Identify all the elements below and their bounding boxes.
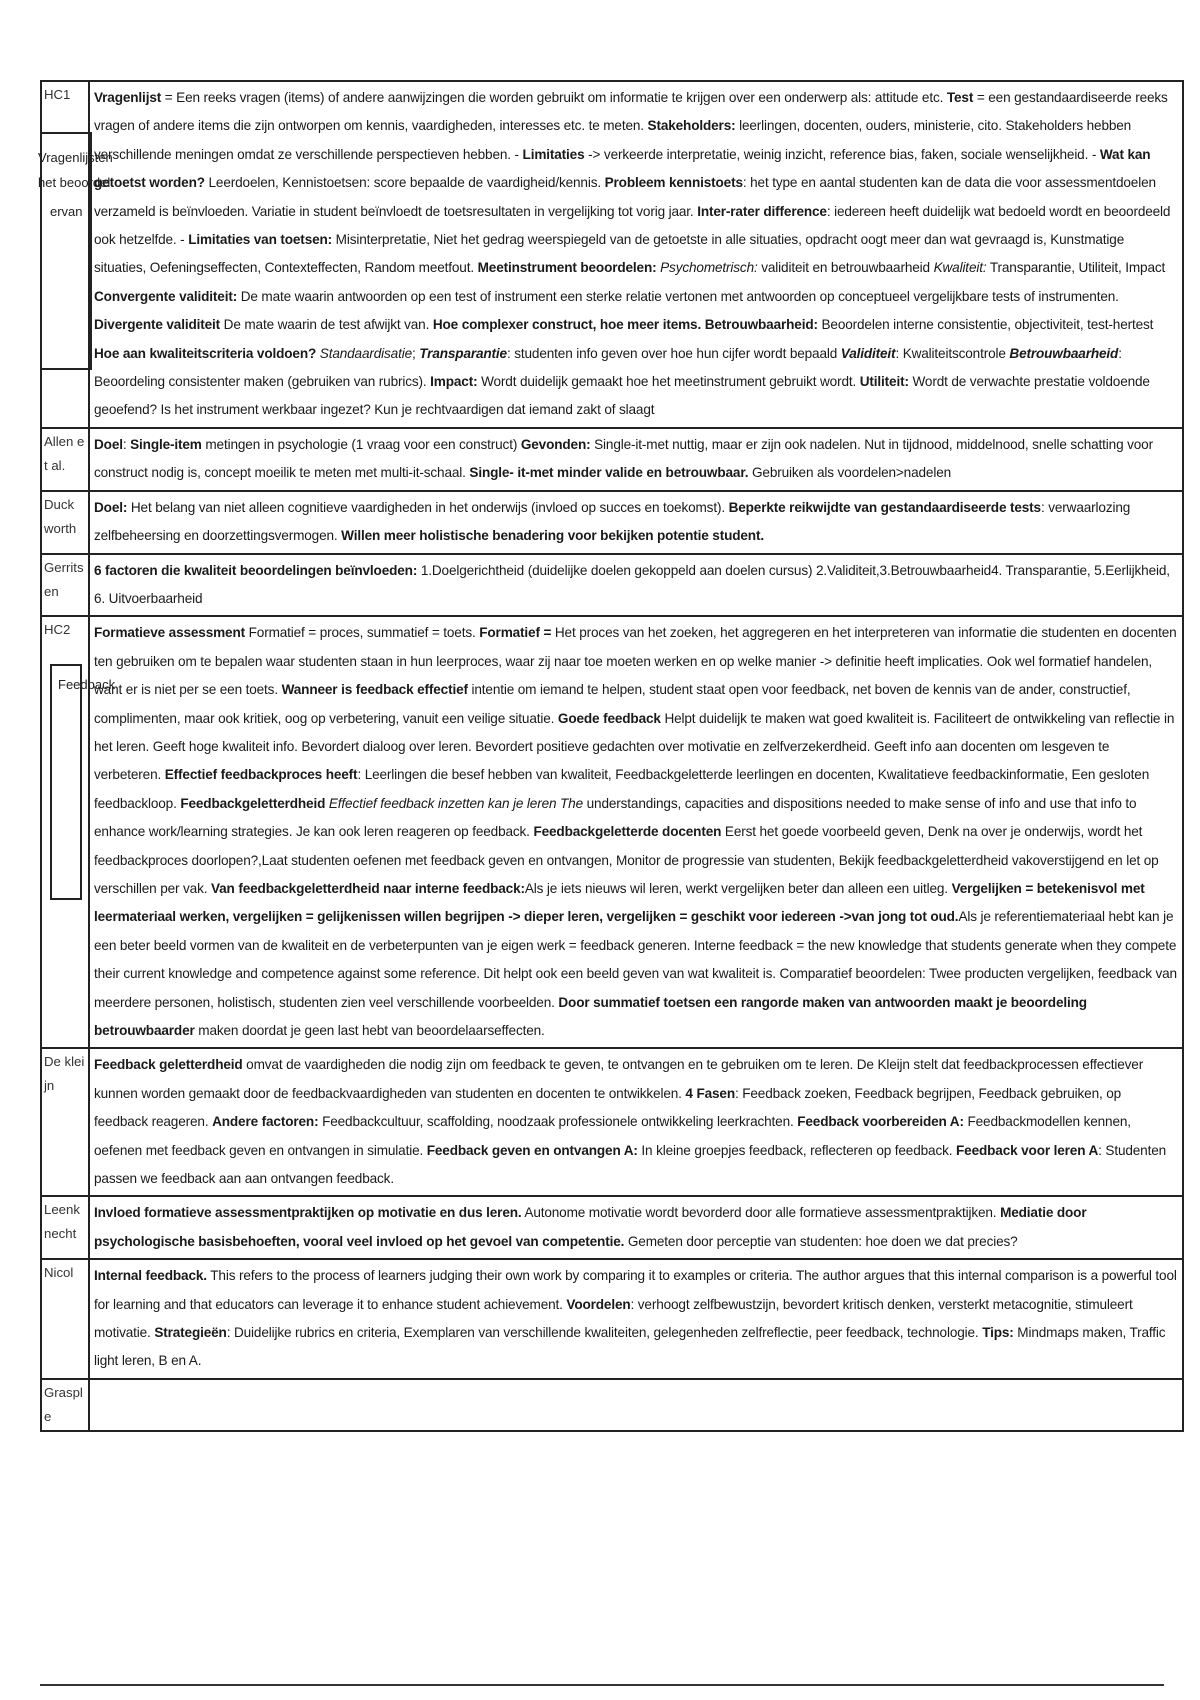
note-segment: Feedbackcultuur, scaffolding, noodzaak professionele ontwikkeling leerkrachten.	[318, 1114, 798, 1130]
notes-row	[41, 1048, 1183, 1196]
note-segment: Gebruiken als voordelen>nadelen	[748, 465, 952, 481]
row-label: Graspl e	[41, 1379, 89, 1431]
note-segment: : Leerlingen die besef hebben van kwaliteit, Feedbackgeletterde leerlingen en docenten, Kwalitatieve feedbackinformatie, Een gesloten feedbackloop.	[94, 767, 1150, 811]
note-segment: maken doordat je geen last hebt van beoordelaarseffecten.	[194, 1023, 545, 1038]
note-segment: : Duidelijke rubrics en criteria, Exemplaren van verschillende kwaliteiten, gelegenheden zelfreflectie, peer feedback, technologie.	[226, 1325, 983, 1341]
note-segment: Het proces van het zoeken, het aggregeren en het interpreteren van informatie die studenten en docenten ten gebruiken om te bepalen waar studenten staan in hun leerproces, waar zij naar toe moeten werken en op welke manier -> definitie heeft implicaties. Ook wel formatief handelen, want er is niet per se een toets.	[94, 625, 1177, 698]
note-segment: : Studenten passen we feedback aan aan ontvangen feedback.	[94, 1142, 1167, 1187]
note-segment: = Een reeks vragen (items) of andere aanwijzingen die worden gebruikt om informatie te krijgen over een onderwerp als: attitude etc.	[161, 90, 947, 105]
note-segment: Gevonden:	[520, 436, 591, 452]
row-label: Duck worth	[41, 491, 89, 554]
margin-box-vragenlijsten-line-2: het beoordel	[38, 175, 111, 190]
note-segment: Misinterpretatie, Niet het gedrag weerspiegeld van de getoetste in alle situaties, opdracht oogt meer dan wat gevraagd is, Kunstmatige situaties, Oefeningseffecten, Contexteffecten, Random meetfout.	[94, 232, 1125, 276]
notes-table	[40, 80, 1184, 1432]
row-label: Leenk necht	[41, 1196, 89, 1259]
row-notes	[89, 1259, 1183, 1379]
note-segment: Inter-rater difference	[697, 203, 827, 219]
note-segment: metingen in psychologie (1 vraag voor een construct)	[201, 436, 521, 452]
note-segment: This refers to the process of learners judging their own work by comparing it to examples or criteria. The author argues that this internal comparison is a powerful tool for learning and that educators can leverage it to enhance student achievement.	[94, 1268, 1177, 1312]
note-segment: Strategieën	[154, 1325, 227, 1341]
note-segment: Leerdoelen, Kennistoetsen: score bepaalde de vaardigheid/kennis.	[204, 175, 605, 191]
note-segment: Gemeten door perceptie van studenten: hoe doen we dat precies?	[624, 1233, 1018, 1249]
note-segment: : Feedback zoeken, Feedback begrijpen, Feedback gebruiken, op feedback reageren.	[94, 1085, 1122, 1130]
note-segment: Effectief feedback inzetten kan je leren The	[328, 795, 583, 811]
note-segment: Door summatief toetsen een rangorde maken van antwoorden maakt je beoordeling betrouwbaarder	[94, 994, 1087, 1038]
note-segment: Stakeholders:	[647, 118, 736, 134]
note-segment: Tips:	[982, 1325, 1014, 1341]
note-segment: Validiteit	[840, 345, 896, 361]
row-notes	[89, 616, 1183, 1048]
note-segment: Willen meer holistische benadering voor bekijken potentie student.	[341, 528, 764, 544]
note-segment: Vergelijken = betekenisvol met leermateriaal werken, vergelijken = gelijkenissen willen begrijpen -> dieper leren, vergelijken = geschikt voor iedereen ->van jong tot oud.	[94, 880, 1145, 925]
note-segment: understandings, capacities and dispositions needed to make sense of info and use that info to enhance work/learning strategies. Je kan ook leren reageren op feedback.	[94, 795, 1137, 840]
note-segment: 4 Fasen	[685, 1085, 735, 1101]
note-segment: Effectief feedbackproces heeft	[164, 767, 358, 783]
note-segment: Standaardisatie	[319, 345, 412, 361]
notes-row	[41, 81, 1183, 428]
note-segment: Van feedbackgeletterdheid naar interne feedback:	[210, 880, 525, 896]
note-segment: intentie om iemand te helpen, student staat open voor feedback, net boven de kennis van de ander, constructief, complimenten, maar ook kritiek, oog op verbetering, vanuit een veilige situatie.	[94, 682, 1131, 726]
note-segment: Divergente validiteit	[94, 317, 221, 333]
note-segment: Transparantie	[419, 345, 507, 361]
row-notes	[89, 1196, 1183, 1259]
note-segment: Het belang van niet alleen cognitieve vaardigheden in het onderwijs (invloed op succes en toekomst).	[127, 499, 729, 515]
note-segment: Goede feedback	[557, 710, 661, 726]
note-segment: In kleine groepjes feedback, reflecteren op feedback.	[637, 1142, 956, 1158]
note-segment: Betrouwbaarheid	[1009, 345, 1119, 361]
notes-row	[41, 616, 1183, 1048]
row-label: HC1	[41, 81, 89, 428]
note-segment: Feedback voor leren A	[956, 1142, 1099, 1158]
note-segment: : Kwaliteitscontrole	[895, 345, 1010, 361]
row-label: Nicol	[41, 1259, 89, 1379]
note-segment: 1.Doelgerichtheid (duidelijke doelen gekoppeld aan doelen cursus) 2.Validiteit,3.Betrouwbaarheid4. Transparantie, 5.Eerlijkheid, 6. Uitvoerbaarheid	[94, 562, 1170, 606]
note-segment: = een gestandaardiseerde reeks vragen of andere items die zijn ontworpen om kennis, vaardigheden, interesses etc. te meten.	[94, 90, 1168, 134]
note-segment: : studenten info geven over hoe hun cijfer wordt bepaald	[506, 345, 841, 361]
note-segment: Feedbackmodellen kennen, oefenen met feedback geven en ontvangen in simulatie.	[94, 1114, 1131, 1158]
note-segment: De mate waarin antwoorden op een test of instrument een sterke relatie vertonen met antwoorden op conceptueel vergelijkbare tests of instrumenten.	[237, 288, 1119, 304]
note-segment: Formatieve assessment	[94, 625, 245, 641]
note-segment: Andere factoren:	[212, 1114, 319, 1130]
note-segment: Feedback voorbereiden A:	[797, 1114, 964, 1130]
margin-box-vragenlijsten-line-3: ervan	[50, 204, 83, 219]
note-segment: Wanneer is feedback effectief	[281, 682, 468, 698]
note-segment: Mediatie door psychologische basisbehoeften, vooral veel invloed op het gevoel van competentie.	[94, 1205, 1087, 1249]
note-segment: Test	[946, 90, 974, 105]
note-segment: Mindmaps maken, Traffic light leren, B en A.	[94, 1325, 1166, 1369]
note-segment: Kwaliteit:	[933, 260, 987, 276]
notes-row	[41, 491, 1183, 554]
note-segment: Single-it-met nuttig, maar er zijn ook nadelen. Nut in tijdnood, middelnood, snelle schatting voor construct nodig is, concept moeilik te meten met multi-it-schaal.	[94, 436, 1153, 481]
note-segment: Meetinstrument beoordelen:	[477, 260, 657, 276]
note-segment: Voordelen	[566, 1296, 631, 1312]
row-label: Allen et al.	[41, 428, 89, 491]
row-label: HC2	[41, 616, 89, 1048]
note-segment: Wordt de verwachte prestatie voldoende geoefend? Is het instrument werkbaar ingezet? Kun je rechtvaardigen dat iemand zakt of slaagt	[94, 374, 1150, 418]
margin-box-vragenlijsten-line-1: Vragenlijsten	[38, 150, 113, 165]
row-notes	[89, 491, 1183, 554]
row-label: De kleijn	[41, 1048, 89, 1196]
note-segment: Feedback geven en ontvangen A:	[426, 1142, 638, 1158]
note-segment: Formatief = proces, summatief = toets.	[245, 625, 480, 641]
note-segment: Limitaties	[522, 146, 585, 162]
note-segment: Eerst het goede voorbeeld geven, Denk na over je onderwijs, wordt het feedbackproces doorlopen?,Laat studenten oefenen met feedback geven en ontvangen, Monitor de progressie van studenten, Bekijk feedbackgeletterdheid vakoverstijgend en let op verschillen per vak.	[94, 824, 1159, 896]
notes-row	[41, 1379, 1183, 1431]
note-segment: Als je referentiemateriaal hebt kan je een beter beeld vormen van de kwaliteit en de verbeterpunten van je eigen werk = feedback generen. Interne feedback = the new knowledge that students generate when they compete their current knowledge and competence against some reference. Dit helpt ook een beeld geven van wat kwaliteit is. Comparatief beoordelen: Twee producten vergelijken, feedback van meerdere personen, holistisch, studenten zien veel verschillende voorbeelden.	[94, 909, 1177, 1010]
note-segment: Als je iets nieuws wil leren, werkt vergelijken beter dan alleen een uitleg.	[524, 880, 952, 896]
row-label: Gerrits en	[41, 554, 89, 617]
note-segment: Formatief =	[479, 625, 552, 641]
note-segment: Single-item	[130, 436, 202, 452]
notes-row	[41, 1196, 1183, 1259]
note-segment: Utiliteit:	[859, 374, 909, 390]
row-notes	[89, 1048, 1183, 1196]
note-segment: Feedbackgeletterdheid	[180, 795, 326, 811]
note-segment: Single- it-met minder valide en betrouwbaar.	[469, 465, 749, 481]
note-segment: Internal feedback.	[94, 1268, 207, 1284]
note-segment: Transparantie, Utiliteit, Impact	[986, 260, 1166, 276]
note-segment: ;	[412, 345, 420, 361]
note-segment: Invloed formatieve assessmentpraktijken op motivatie en dus leren.	[94, 1205, 522, 1221]
note-segment: : iedereen heeft duidelijk wat bedoeld wordt en beoordeeld ook hetzelfde. -	[94, 203, 1171, 248]
note-segment: Wordt duidelijk gemaakt hoe het meetinstrument gebruikt wordt.	[477, 374, 860, 390]
note-segment: Convergente validiteit:	[94, 288, 238, 304]
note-segment: omvat de vaardigheden die nodig zijn om feedback te geven, te ontvangen en te gebruiken om te leren. De Kleijn stelt dat feedbackprocessen effectiever kunnen worden gemaakt door de feedbackvaardigheden van studenten en docenten te ontwikkelen.	[94, 1057, 1144, 1101]
note-segment: Beperkte reikwijdte van gestandaardiseerde tests	[728, 499, 1041, 515]
notes-row	[41, 554, 1183, 617]
note-segment: Wat kan getoetst worden?	[94, 146, 1151, 191]
note-segment: :	[122, 436, 131, 452]
note-segment: : verhoogt zelfbewustzijn, bevordert kritisch denken, versterkt metacognitie, stimuleert motivatie.	[94, 1296, 1133, 1341]
note-segment: -> verkeerde interpretatie, weinig inzicht, reference bias, faken, sociale wenselijkheid. -	[584, 146, 1100, 162]
margin-box-feedback-label: Feedback	[58, 677, 116, 692]
note-segment: : Beoordeling consistenter maken (gebruiken van rubrics).	[94, 345, 1122, 390]
note-segment: Feedbackgeletterde docenten	[533, 824, 722, 840]
note-segment: Hoe aan kwaliteitscriteria voldoen?	[94, 345, 317, 361]
note-segment: Vragenlijst	[94, 90, 162, 105]
note-segment: Psychometrisch:	[660, 260, 758, 276]
notes-row	[41, 1259, 1183, 1379]
note-segment: Helpt duidelijk te maken wat goed kwaliteit is. Faciliteert de ontwikkeling van reflectie in het leren. Geeft hoge kwaliteit info. Bevordert dialoog over leren. Bevordert positieve gedachten over motivatie en zelfverzekerdheid. Geeft info aan docenten om lesgeven te verbeteren.	[94, 710, 1175, 783]
note-segment: leerlingen, docenten, ouders, ministerie, cito. Stakeholders hebben verschillende meningen omdat ze verschillende perspectieven hebben. -	[94, 118, 1132, 162]
notes-row	[41, 428, 1183, 491]
row-notes	[89, 428, 1183, 491]
row-notes	[89, 554, 1183, 617]
row-notes	[89, 81, 1183, 428]
footer-rule	[40, 1684, 1164, 1686]
note-segment: Probleem kennistoets	[604, 175, 743, 191]
note-segment: Beoordelen interne consistentie, objectiviteit, test-hertest	[817, 317, 1154, 333]
note-segment: Doel:	[94, 499, 128, 515]
note-segment: : het type en aantal studenten kan de data die voor assessmentdoelen verzameld is beïnvloeden. Variatie in student beïnvloedt de toetsresultaten in vergelijking tot vorig jaar.	[94, 175, 1156, 219]
note-segment: De mate waarin de test afwijkt van.	[220, 317, 433, 333]
note-segment: Impact:	[430, 374, 478, 390]
note-segment: Autonome motivatie wordt bevorderd door alle formatieve assessmentpraktijken.	[521, 1205, 1001, 1221]
note-segment: Hoe complexer construct, hoe meer items. Betrouwbaarheid:	[432, 317, 818, 333]
note-segment: : verwaarlozing zelfbeheersing en doorzettingsvermogen.	[94, 499, 1131, 544]
note-segment: Feedback geletterdheid	[94, 1057, 243, 1073]
note-segment: 6 factoren die kwaliteit beoordelingen beïnvloeden:	[94, 562, 418, 578]
margin-box-feedback	[50, 664, 82, 900]
note-segment: Doel	[94, 436, 123, 452]
note-segment: validiteit en betrouwbaarheid	[757, 260, 934, 276]
row-notes	[89, 1379, 1183, 1431]
note-segment: Limitaties van toetsen:	[188, 232, 333, 248]
